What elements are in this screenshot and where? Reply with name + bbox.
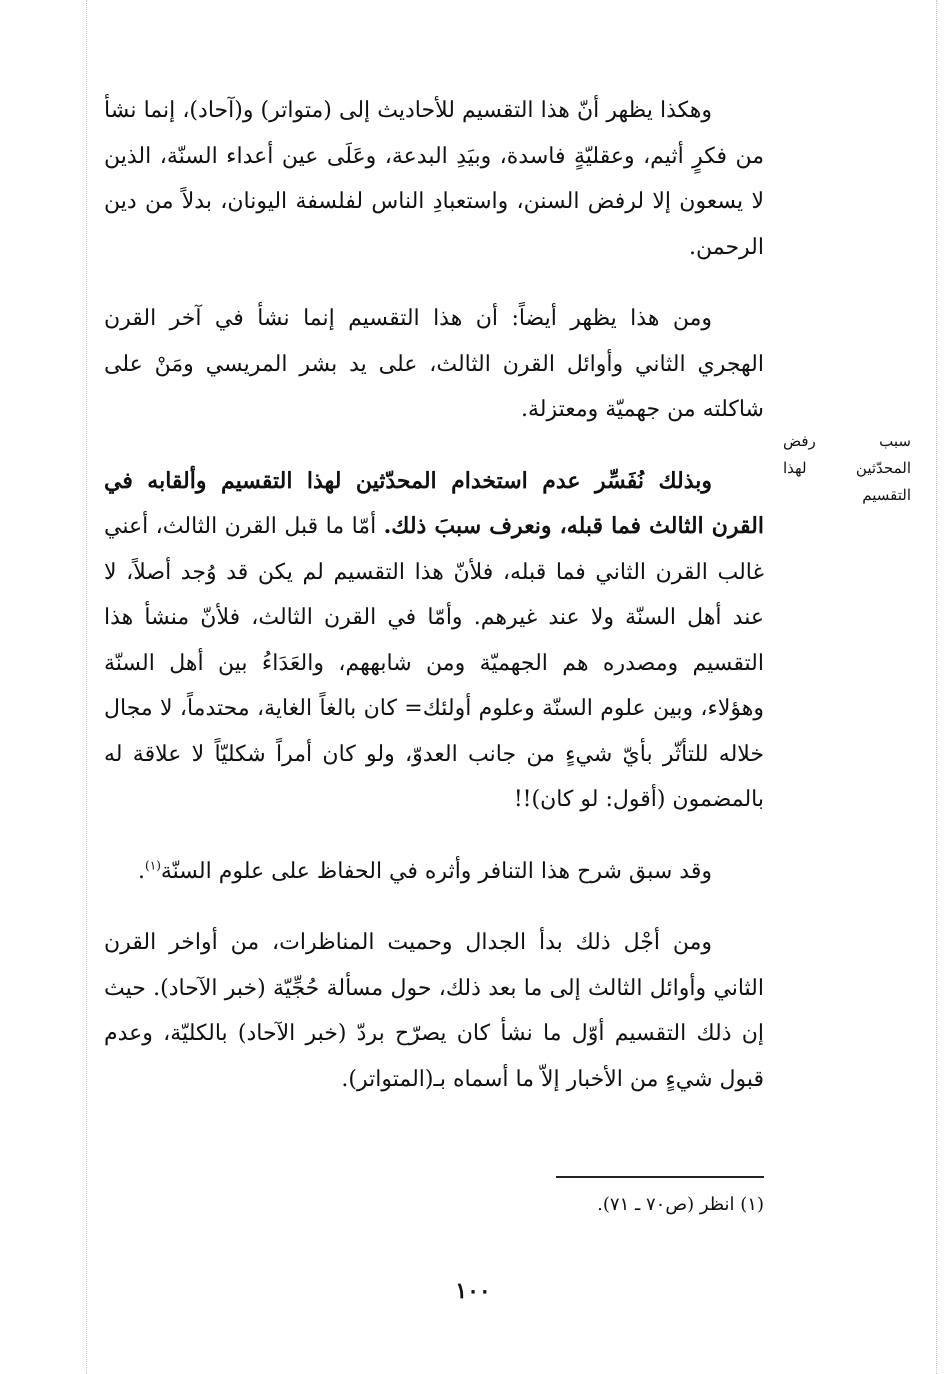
paragraph-end: . <box>138 858 146 884</box>
scan-artifact-line <box>86 0 87 1374</box>
paragraph-bold-lead <box>104 459 764 823</box>
footnote-marker: (١) <box>145 858 161 873</box>
bold-lead-sentence: وبذلك نُفَسِّر عدم استخدام المحدّثين لهذا التقسيم وألقابه في القرن الثالث فما قبله، ونعرف سببَ ذلك. <box>104 467 764 539</box>
page-number: ١٠٠ <box>455 1278 491 1304</box>
paragraph: وهكذا يظهر أنّ هذا التقسيم للأحاديث إلى (متواتر) و(آحاد)، إنما نشأ من فكرٍ أثيم، وعقليّةٍ فاسدة، وبيَدِ البدعة، وعَلَى عين أعداء السنّة، الذين لا يسعون إلا لرفض السنن، واستعبادِ الناس لفلسفة اليونان، بدلاً من دين الرحمن. <box>104 98 764 260</box>
margin-note: سبب رفض المحدّثين لهذا التقسيم <box>783 432 911 504</box>
footnote: (١) انظر (ص٧٠ ـ ٧١). <box>597 1194 764 1215</box>
footnote-separator <box>556 1176 764 1178</box>
paragraph: ومن هذا يظهر أيضاً: أن هذا التقسيم إنما نشأ في آخر القرن الهجري الثاني وأوائل القرن الثالث، على يد بشر المريسي ومَنْ على شاكلته من جهميّة ومعتزلة. <box>104 306 764 422</box>
main-text <box>104 88 764 1128</box>
paragraph-rest: أمّا ما قبل القرن الثالث، أعني غالب القرن الثاني فما قبله، فلأنّ هذا التقسيم لم يكن قد وُجد أصلاً، لا عند أهل السنّة ولا عند غيرهم. وأمّا في القرن الثالث، فلأنّ منشأ هذا التقسيم ومصدره هم الجهميّة ومن شابههم، والعَدَاءُ بين أهل السنّة وهؤلاء، وبين علوم السنّة وعلوم أولئك= كان بالغاً الغاية، محتدماً، لا مجال خلاله للتأثّر بأيّ شيءٍ من جانب العدوّ، ولو كان أمراً شكليّاً لا علاقة له بالمضمون (أقول: لو كان)!! <box>104 514 764 812</box>
scan-artifact-line <box>936 0 937 1374</box>
paragraph-text: وقد سبق شرح هذا التنافر وأثره في الحفاظ على علوم السنّة <box>160 858 712 884</box>
paragraph-with-footnote <box>104 849 764 895</box>
paragraph: ومن أجْل ذلك بدأ الجدال وحميت المناظرات، من أواخر القرن الثاني وأوائل الثالث إلى ما بعد ذلك، حول مسألة حُجِّيّة (خبر الآحاد). حيث إن ذلك التقسيم أوّل ما نشأ كان يصرّح بردّ (خبر الآحاد) بالكليّة، وعدم قبول شيءٍ من الأخبار إلاّ ما أسماه بـ(المتواتر). <box>104 930 764 1092</box>
